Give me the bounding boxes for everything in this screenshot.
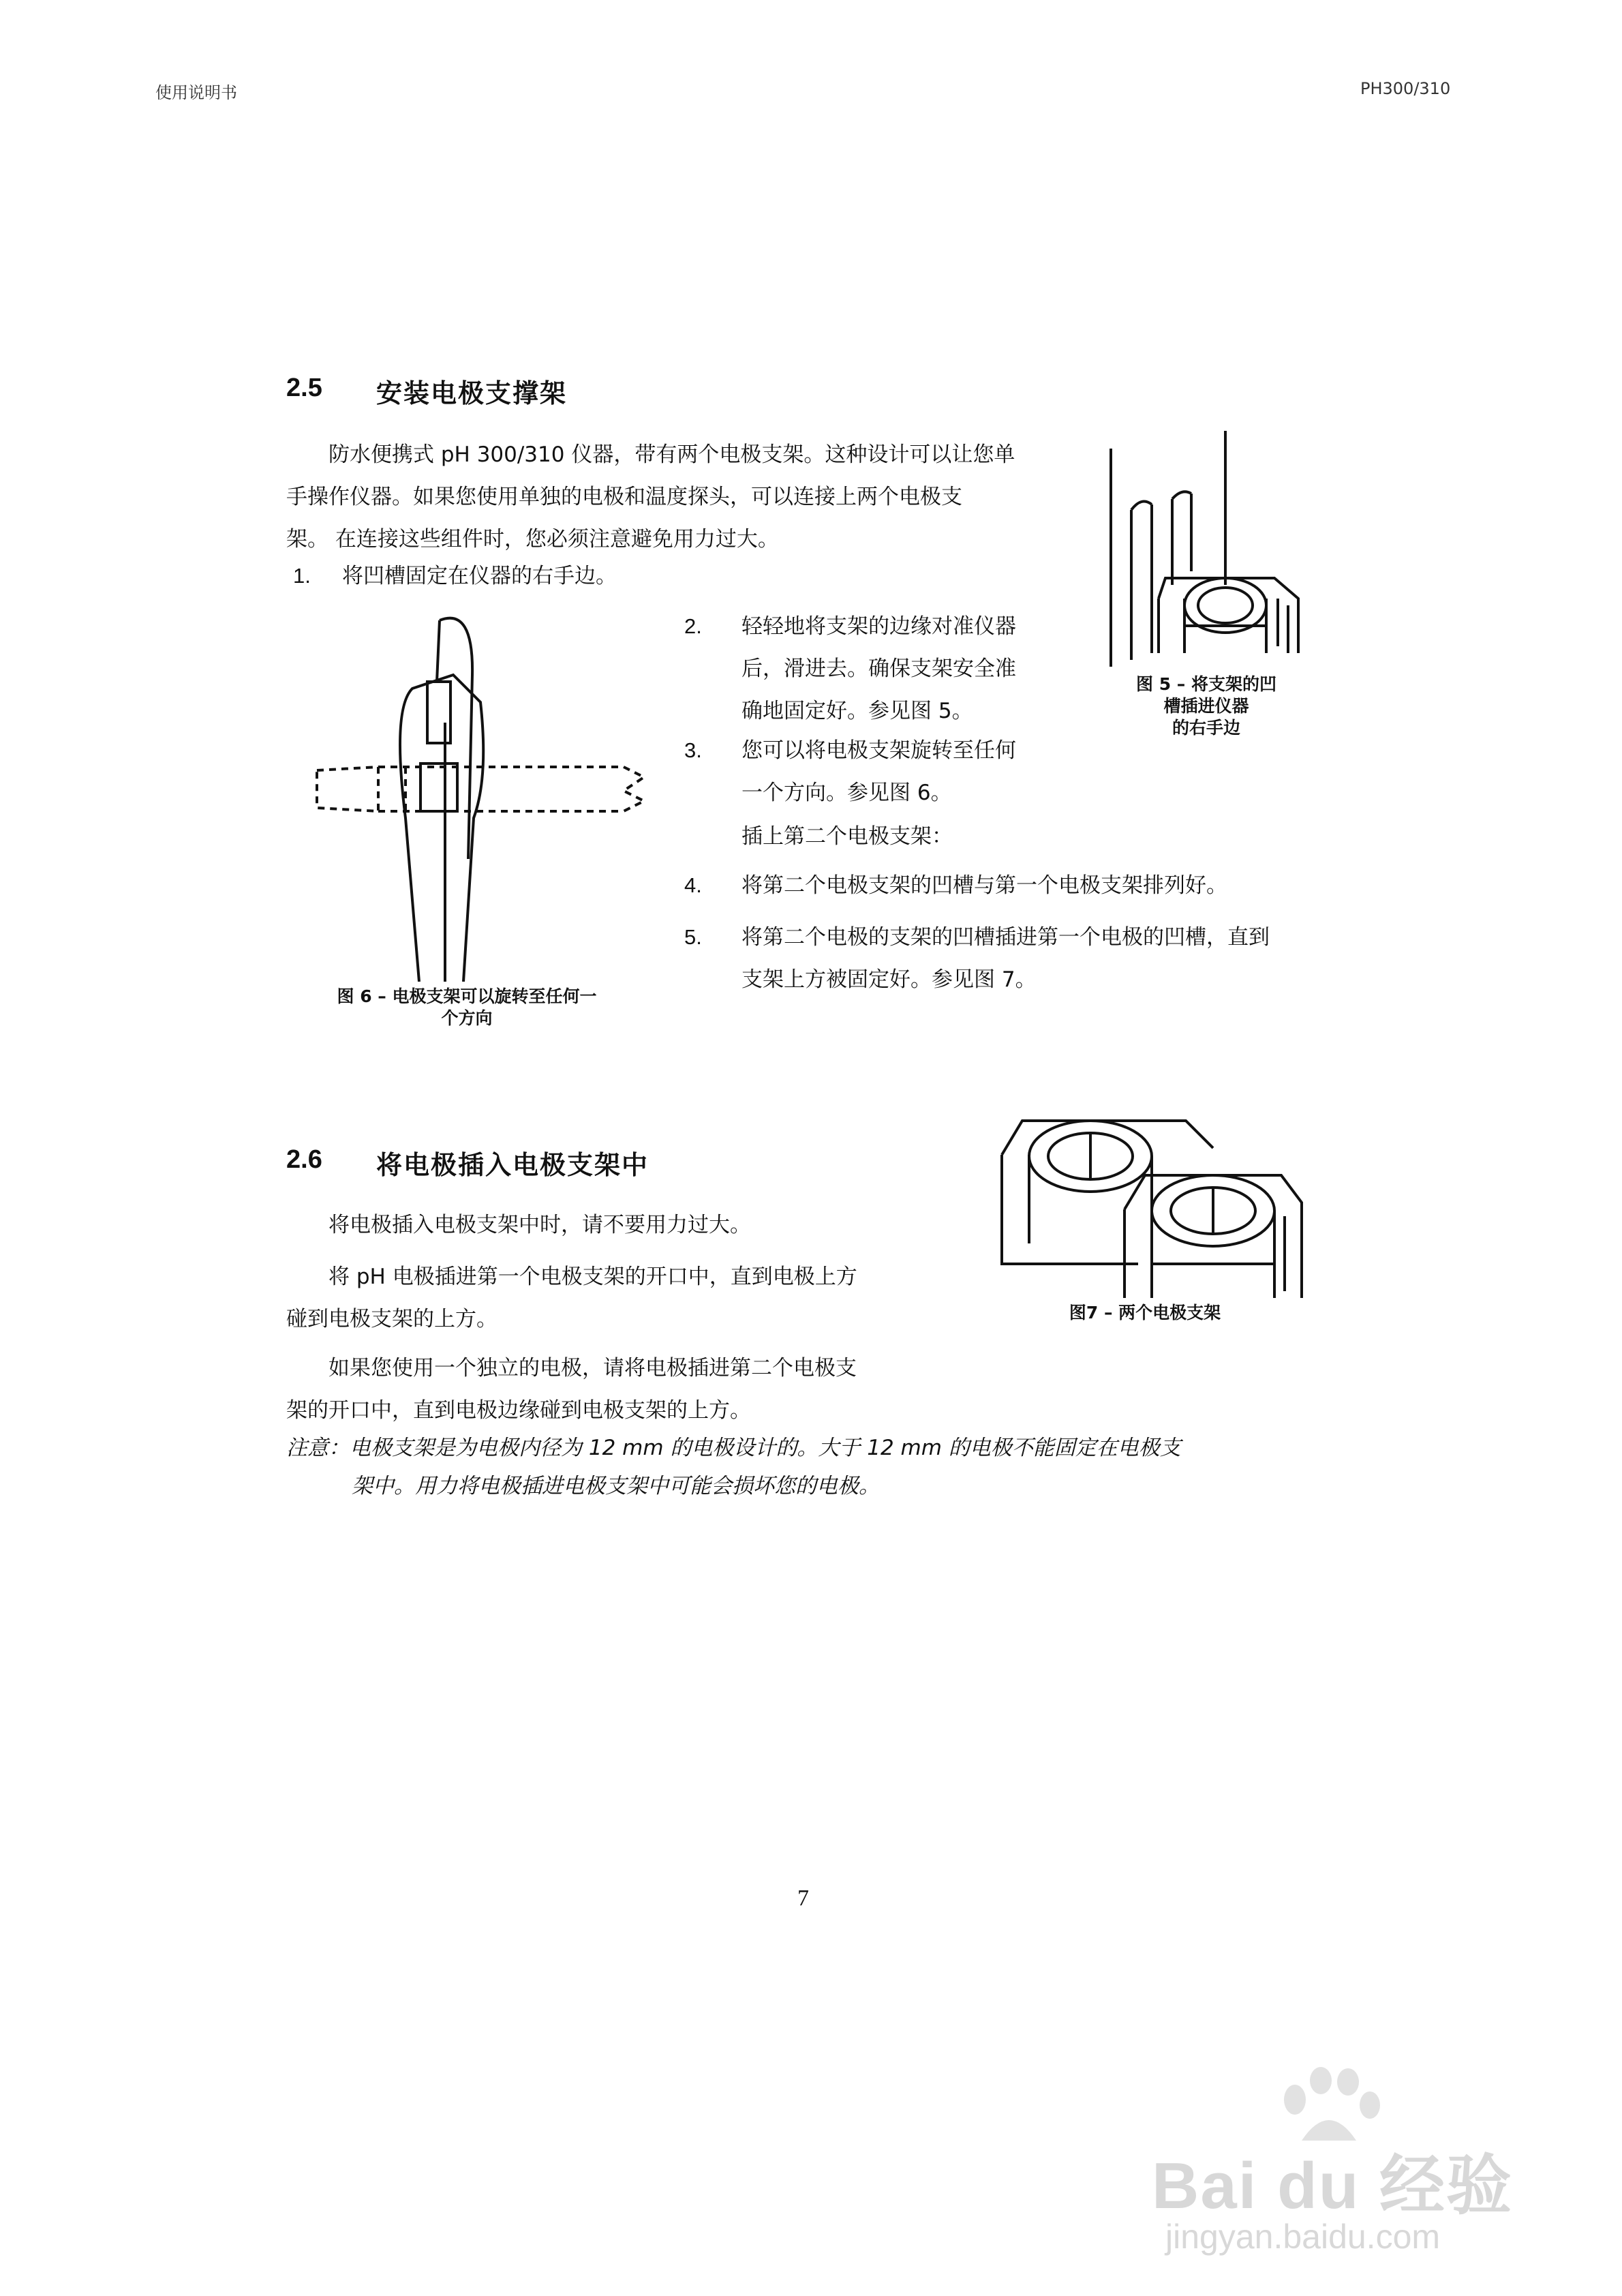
figure-7-illustration xyxy=(981,1107,1309,1298)
step-3 xyxy=(684,729,1093,814)
para-line: 将 pH 电极插进第一个电极支架的开口中，直到电极上方 xyxy=(328,1265,857,1289)
step-text-line: 确地固定好。参见图 5。 xyxy=(741,699,973,723)
watermark-url: jingyan.baidu.com xyxy=(1165,2218,1441,2256)
step-text: 将凹槽固定在仪器的右手边。 xyxy=(342,564,617,588)
para-line: 如果您使用一个独立的电极，请将电极插进第二个电极支 xyxy=(328,1356,857,1380)
figure-6-illustration xyxy=(310,614,644,982)
figure-5-caption xyxy=(1090,674,1322,739)
page-number: 7 xyxy=(797,1886,809,1911)
figure-5 xyxy=(1104,428,1309,738)
note xyxy=(286,1429,1349,1505)
header-left: 使用说明书 xyxy=(155,83,237,102)
step-number: 3. xyxy=(684,738,702,762)
section-2-6-para2 xyxy=(286,1256,968,1340)
note-line: 注意：电极支架是为电极内径为 12 mm 的电极设计的。大于 12 mm 的电极不能固定在电极支 xyxy=(286,1436,1181,1460)
para-line: 架的开口中，直到电极边缘碰到电极支架的上方。 xyxy=(286,1398,751,1423)
intro-paragraph xyxy=(286,434,1104,560)
step-number: 5. xyxy=(684,925,702,949)
intro-line: 手操作仪器。如果您使用单独的电极和温度探头，可以连接上两个电极支 xyxy=(286,485,962,509)
caption-line: 个方向 xyxy=(441,1008,493,1028)
header-right: PH300/310 xyxy=(1360,79,1451,98)
section-2-5-number: 2.5 xyxy=(286,374,322,402)
section-2-6-title: 将电极插入电极支架中 xyxy=(376,1150,649,1180)
caption-line: 图 6 – 电极支架可以旋转至任何一 xyxy=(337,986,597,1006)
caption-line: 图 5 – 将支架的凹 xyxy=(1135,674,1276,694)
figure-7-caption: 图7 – 两个电极支架 xyxy=(1069,1303,1221,1323)
step-text-line: 一个方向。参见图 6。 xyxy=(741,781,952,805)
baidu-watermark xyxy=(1152,2066,1533,2270)
watermark-brand: Bai du 经验 xyxy=(1152,2149,1514,2222)
step-number: 4. xyxy=(684,873,702,897)
section-2-6-para1: 将电极插入电极支架中时，请不要用力过大。 xyxy=(328,1213,751,1237)
intro-line: 防水便携式 pH 300/310 仪器，带有两个电极支架。这种设计可以让您单 xyxy=(328,442,1015,467)
section-2-6-number: 2.6 xyxy=(286,1145,322,1174)
figure-7 xyxy=(981,1107,1309,1323)
step-text-line: 支架上方被固定好。参见图 7。 xyxy=(741,967,1037,992)
step-number: 1. xyxy=(293,564,311,588)
para-line: 碰到电极支架的上方。 xyxy=(286,1307,498,1331)
step-text: 将第二个电极支架的凹槽与第一个电极支架排列好。 xyxy=(741,873,1227,898)
step-5 xyxy=(684,916,1338,1001)
figure-6 xyxy=(310,614,644,1028)
section-2-5-title: 安装电极支撑架 xyxy=(376,378,568,408)
step-text-line: 将第二个电极的支架的凹槽插进第一个电极的凹槽，直到 xyxy=(741,925,1270,950)
caption-line: 槽插进仪器 xyxy=(1163,696,1249,716)
step-text-line: 后，滑进去。确保支架安全准 xyxy=(741,656,1016,681)
note-line: 架中。用力将电极插进电极支架中可能会损坏您的电极。 xyxy=(352,1474,880,1498)
second-bracket-label: 插上第二个电极支架： xyxy=(741,824,953,849)
step-number: 2. xyxy=(684,614,702,638)
step-2 xyxy=(684,605,1093,732)
caption-line: 的右手边 xyxy=(1172,718,1240,738)
section-2-6-para3 xyxy=(286,1347,968,1432)
step-1 xyxy=(293,555,906,597)
step-4 xyxy=(684,864,1338,907)
step-text-line: 您可以将电极支架旋转至任何 xyxy=(741,738,1016,763)
figure-6-caption xyxy=(310,986,624,1029)
figure-5-illustration xyxy=(1104,428,1309,667)
intro-line: 架。 在连接这些组件时，您必须注意避免用力过大。 xyxy=(286,527,779,552)
step-text-line: 轻轻地将支架的边缘对准仪器 xyxy=(741,614,1016,639)
